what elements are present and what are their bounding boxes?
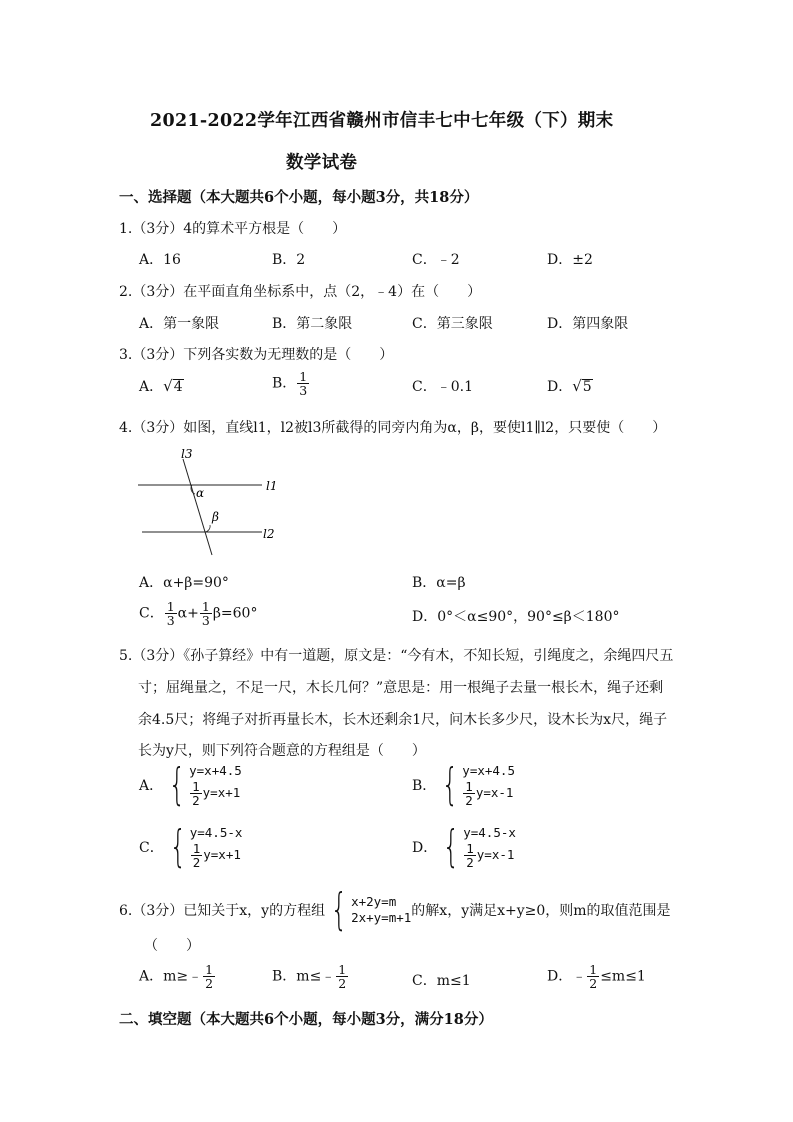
question-1-stem: 1.（3分）4的算术平方根是（ ）	[119, 221, 347, 237]
question-5-line4: 长为y尺，则下列符合题意的方程组是（ ）	[138, 743, 426, 759]
q5-option-b: B． { y=x+4.5 $\frac{1}{2}$ y=x-1	[412, 759, 515, 810]
question-5-line2: 寸；屈绳量之，不足一尺，木长几何？”意思是：用一根绳子去量一根长木，绳子还剩	[138, 680, 664, 696]
question-5-line3: 余4.5尺；将绳子对折再量长木，长木还剩余1尺，问木长多少尺，设木长为x尺，绳子	[138, 712, 668, 728]
q3-option-a: A． √ 4	[139, 377, 183, 395]
q1-option-a: A．16	[139, 252, 181, 268]
question-5-line1: 5.（3分）《孙子算经》中有一道题，原文是：“今有木，不知长短，引绳度之，余绳四尺五	[119, 648, 674, 664]
question-3-stem: 3.（3分）下列各实数为无理数的是（ ）	[119, 347, 394, 363]
q6-option-b: B．m≤﹣ $\frac{1}{2}$	[272, 962, 347, 992]
q6-option-d: D．﹣ $\frac{1}{2}$ ≤m≤1	[547, 962, 646, 992]
exam-title-line1: 2021-2022学年江西省赣州市信丰七中七年级（下）期末	[150, 111, 614, 131]
q6-option-a: A．m≥﹣ $\frac{1}{2}$	[139, 962, 214, 992]
question-4-stem: 4.（3分）如图，直线l1，l2被l3所截得的同旁内角为α，β，要使l1∥l2，只要使（ ）	[119, 420, 667, 436]
exam-title-line2: 数学试卷	[286, 153, 358, 173]
q6-option-c: C．m≤1	[412, 973, 471, 989]
question-6-stem: 6.（3分）已知关于x，y的方程组 { x+2y=m 2x+y=m+1 的解x，y满足x+y≥0，则m的取值范围是	[119, 884, 671, 935]
q5-option-a: A． { y=x+4.5 $\frac{1}{2}$ y=x+1	[139, 759, 242, 810]
sqrt-expression: √ 4	[163, 377, 183, 395]
section-heading-fill-in: 二、填空题（本大题共6个小题，每小题3分，满分18分）	[119, 1011, 493, 1028]
q4-option-c: C． $\frac{1}{3}$ α+ $\frac{1}{3}$ β=60°	[139, 599, 258, 629]
label-l3: l3	[181, 447, 193, 461]
q2-option-d: D．第四象限	[547, 316, 629, 332]
q5-option-d: D． { y=4.5-x $\frac{1}{2}$ y=x-1	[412, 821, 516, 872]
label-beta: β	[212, 510, 219, 524]
line-l3	[183, 459, 212, 555]
q1-option-d: D．±2	[547, 252, 593, 268]
q2-option-c: C．第三象限	[412, 316, 493, 332]
q2-option-b: B．第二象限	[272, 316, 353, 332]
q3-option-c: C．﹣0.1	[412, 379, 473, 395]
question-2-stem: 2.（3分）在平面直角坐标系中，点（2，﹣4）在（ ）	[119, 284, 482, 300]
q4-option-a: A．α+β=90°	[139, 575, 229, 591]
q1-option-c: C．﹣2	[412, 252, 460, 268]
q2-option-a: A．第一象限	[139, 316, 220, 332]
label-l2: l2	[263, 527, 275, 541]
fraction: $\frac{1}{3}$	[201, 599, 210, 629]
q1-option-b: B．2	[272, 252, 306, 268]
fraction: $\frac{1}{3}$	[299, 369, 308, 399]
parallel-lines-figure	[130, 445, 290, 565]
q3-option-b: B． $\frac{1}{3}$	[272, 369, 308, 399]
q4-option-d: D．0°＜α≤90°，90°≤β＜180°	[412, 609, 620, 625]
label-l1: l1	[266, 479, 278, 493]
question-6-paren: （ ）	[144, 938, 200, 954]
fraction: $\frac{1}{3}$	[166, 599, 175, 629]
label-alpha: α	[196, 486, 205, 500]
section-heading-choice: 一、选择题（本大题共6个小题，每小题3分，共18分）	[119, 189, 479, 206]
q3-option-d: D． √ 5	[547, 377, 592, 395]
q5-option-c: C． { y=4.5-x $\frac{1}{2}$ y=x+1	[139, 821, 243, 872]
sqrt-expression: √ 5	[572, 377, 592, 395]
q4-option-b: B．α=β	[412, 575, 466, 591]
